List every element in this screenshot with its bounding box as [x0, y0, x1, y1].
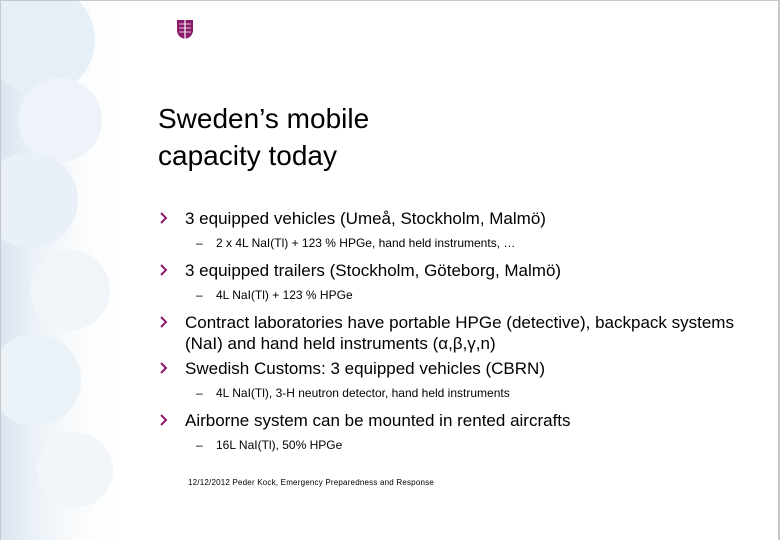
arrow-bullet-icon	[158, 315, 170, 329]
sub-bullet-text: 4L NaI(Tl), 3-H neutron detector, hand held instruments	[216, 386, 510, 400]
title-line-1: Sweden’s mobile	[158, 103, 370, 134]
bullet-item	[158, 410, 758, 431]
bullet-list	[158, 206, 758, 462]
title-line-2: capacity today	[158, 140, 337, 171]
bullet-item	[158, 208, 758, 229]
logo-icon	[176, 18, 194, 40]
bullet-text: 3 equipped trailers (Stockholm, Göteborg, Malmö)	[185, 261, 562, 280]
arrow-bullet-icon	[158, 211, 170, 225]
bullet-text: Swedish Customs: 3 equipped vehicles (CBRN)	[185, 359, 545, 378]
sub-bullet	[158, 287, 758, 303]
sub-bullet-text: 16L NaI(Tl), 50% HPGe	[216, 438, 343, 452]
bullet-text: 3 equipped vehicles (Umeå, Stockholm, Malmö)	[185, 209, 546, 228]
bullet-item	[158, 260, 758, 281]
dash-marker: –	[196, 288, 203, 302]
sub-bullet	[158, 385, 758, 401]
dash-marker: –	[196, 236, 203, 250]
sub-bullet-text: 2 x 4L NaI(Tl) + 123 % HPGe, hand held instruments, …	[216, 236, 516, 250]
bullet-item	[158, 358, 758, 379]
arrow-bullet-icon	[158, 361, 170, 375]
sub-bullet-text: 4L NaI(Tl) + 123 % HPGe	[216, 288, 353, 302]
bullet-item	[158, 312, 758, 354]
bullet-text: Airborne system can be mounted in rented aircrafts	[185, 411, 571, 430]
slide-title	[158, 100, 578, 174]
bullet-text: Contract laboratories have portable HPGe (detective), backpack systems (NaI) and hand held instruments (α,β,γ,n)	[185, 313, 734, 353]
arrow-bullet-icon	[158, 413, 170, 427]
sub-bullet	[158, 437, 758, 453]
dash-marker: –	[196, 438, 203, 452]
sub-bullet	[158, 235, 758, 251]
arrow-bullet-icon	[158, 263, 170, 277]
footer: 12/12/2012 Peder Kock, Emergency Preparedness and Response	[188, 478, 434, 487]
dash-marker: –	[196, 386, 203, 400]
